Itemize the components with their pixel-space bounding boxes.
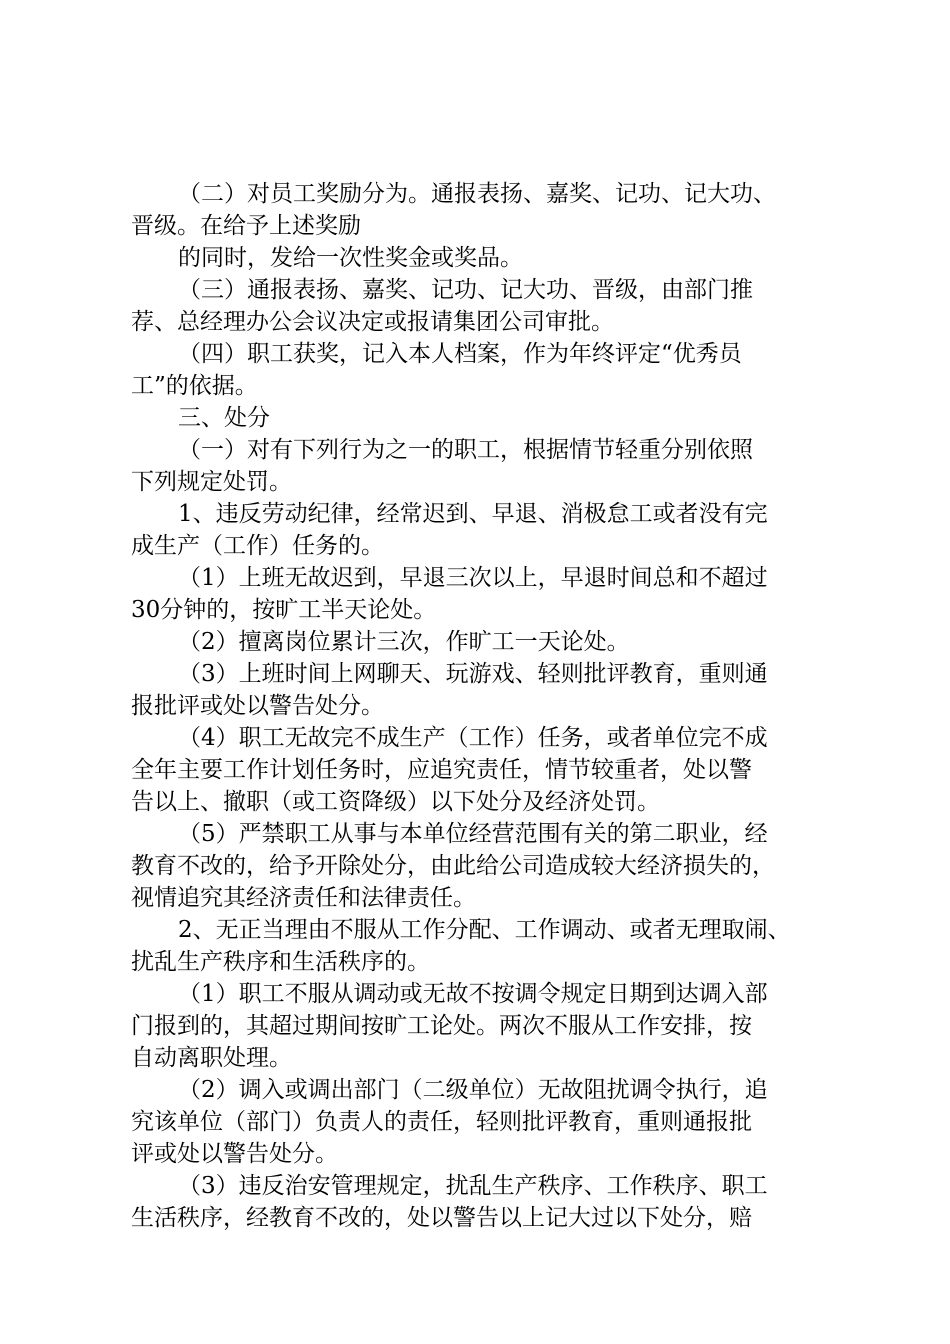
line-28: 自动离职处理。 [131,1045,292,1071]
line-10: 下列规定处罚。 [131,469,292,495]
line-15: （2）擅离岗位累计三次，作旷工一天论处。 [178,629,630,655]
line-18: （4）职工无故完不成生产（工作）任务，或者单位完不成 [178,725,768,751]
section-heading: 三、处分 [178,405,270,431]
line-31: 评或处以警告处分。 [131,1141,338,1167]
line-19: 全年主要工作计划任务时，应追究责任，情节较重者，处以警 [131,757,752,783]
line-16: （3）上班时间上网聊天、玩游戏、轻则批评教育，重则通 [178,661,768,687]
line-1: （二）对员工奖励分为。通报表扬、嘉奖、记功、记大功、 [178,181,776,207]
line-12: 成生产（工作）任务的。 [131,533,384,559]
line-32: （3）违反治安管理规定，扰乱生产秩序、工作秩序、职工 [178,1173,768,1199]
line-23: 视情追究其经济责任和法律责任。 [131,885,476,911]
line-22: 教育不改的，给予开除处分，由此给公司造成较大经济损失的， [131,853,775,879]
line-30: 究该单位（部门）负责人的责任，轻则批评教育，重则通报批 [131,1109,752,1135]
line-5: 荐、总经理办公会议决定或报请集团公司审批。 [131,309,614,335]
line-11: 1、违反劳动纪律，经常迟到、早退、消极怠工或者没有完 [178,501,768,527]
line-6: （四）职工获奖，记入本人档案，作为年终评定“优秀员 [178,341,742,367]
line-26: （1）职工不服从调动或无故不按调令规定日期到达调入部 [178,981,768,1007]
line-21: （5）严禁职工从事与本单位经营范围有关的第二职业，经 [178,821,768,847]
line-33: 生活秩序，经教育不改的，处以警告以上记大过以下处分，赔 [131,1205,752,1231]
line-4: （三）通报表扬、嘉奖、记功、记大功、晋级，由部门推 [178,277,753,303]
line-27: 门报到的，其超过期间按旷工论处。两次不服从工作安排，按 [131,1013,752,1039]
line-3: 的同时，发给一次性奖金或奖品。 [178,245,523,271]
line-24: 2、无正当理由不服从工作分配、工作调动、或者无理取闹、 [178,917,791,943]
line-2: 晋级。在给予上述奖励 [131,213,361,239]
line-20: 告以上、撤职（或工资降级）以下处分及经济处罚。 [131,789,660,815]
line-9: （一）对有下列行为之一的职工，根据情节轻重分别依照 [178,437,753,463]
line-7: 工”的依据。 [131,373,258,399]
line-29: （2）调入或调出部门（二级单位）无故阻扰调令执行，追 [178,1077,768,1103]
line-13: （1）上班无故迟到，早退三次以上，早退时间总和不超过 [178,565,768,591]
line-17: 报批评或处以警告处分。 [131,693,384,719]
line-25: 扰乱生产秩序和生活秩序的。 [131,949,430,975]
line-14: 30分钟的，按旷工半天论处。 [131,597,437,623]
